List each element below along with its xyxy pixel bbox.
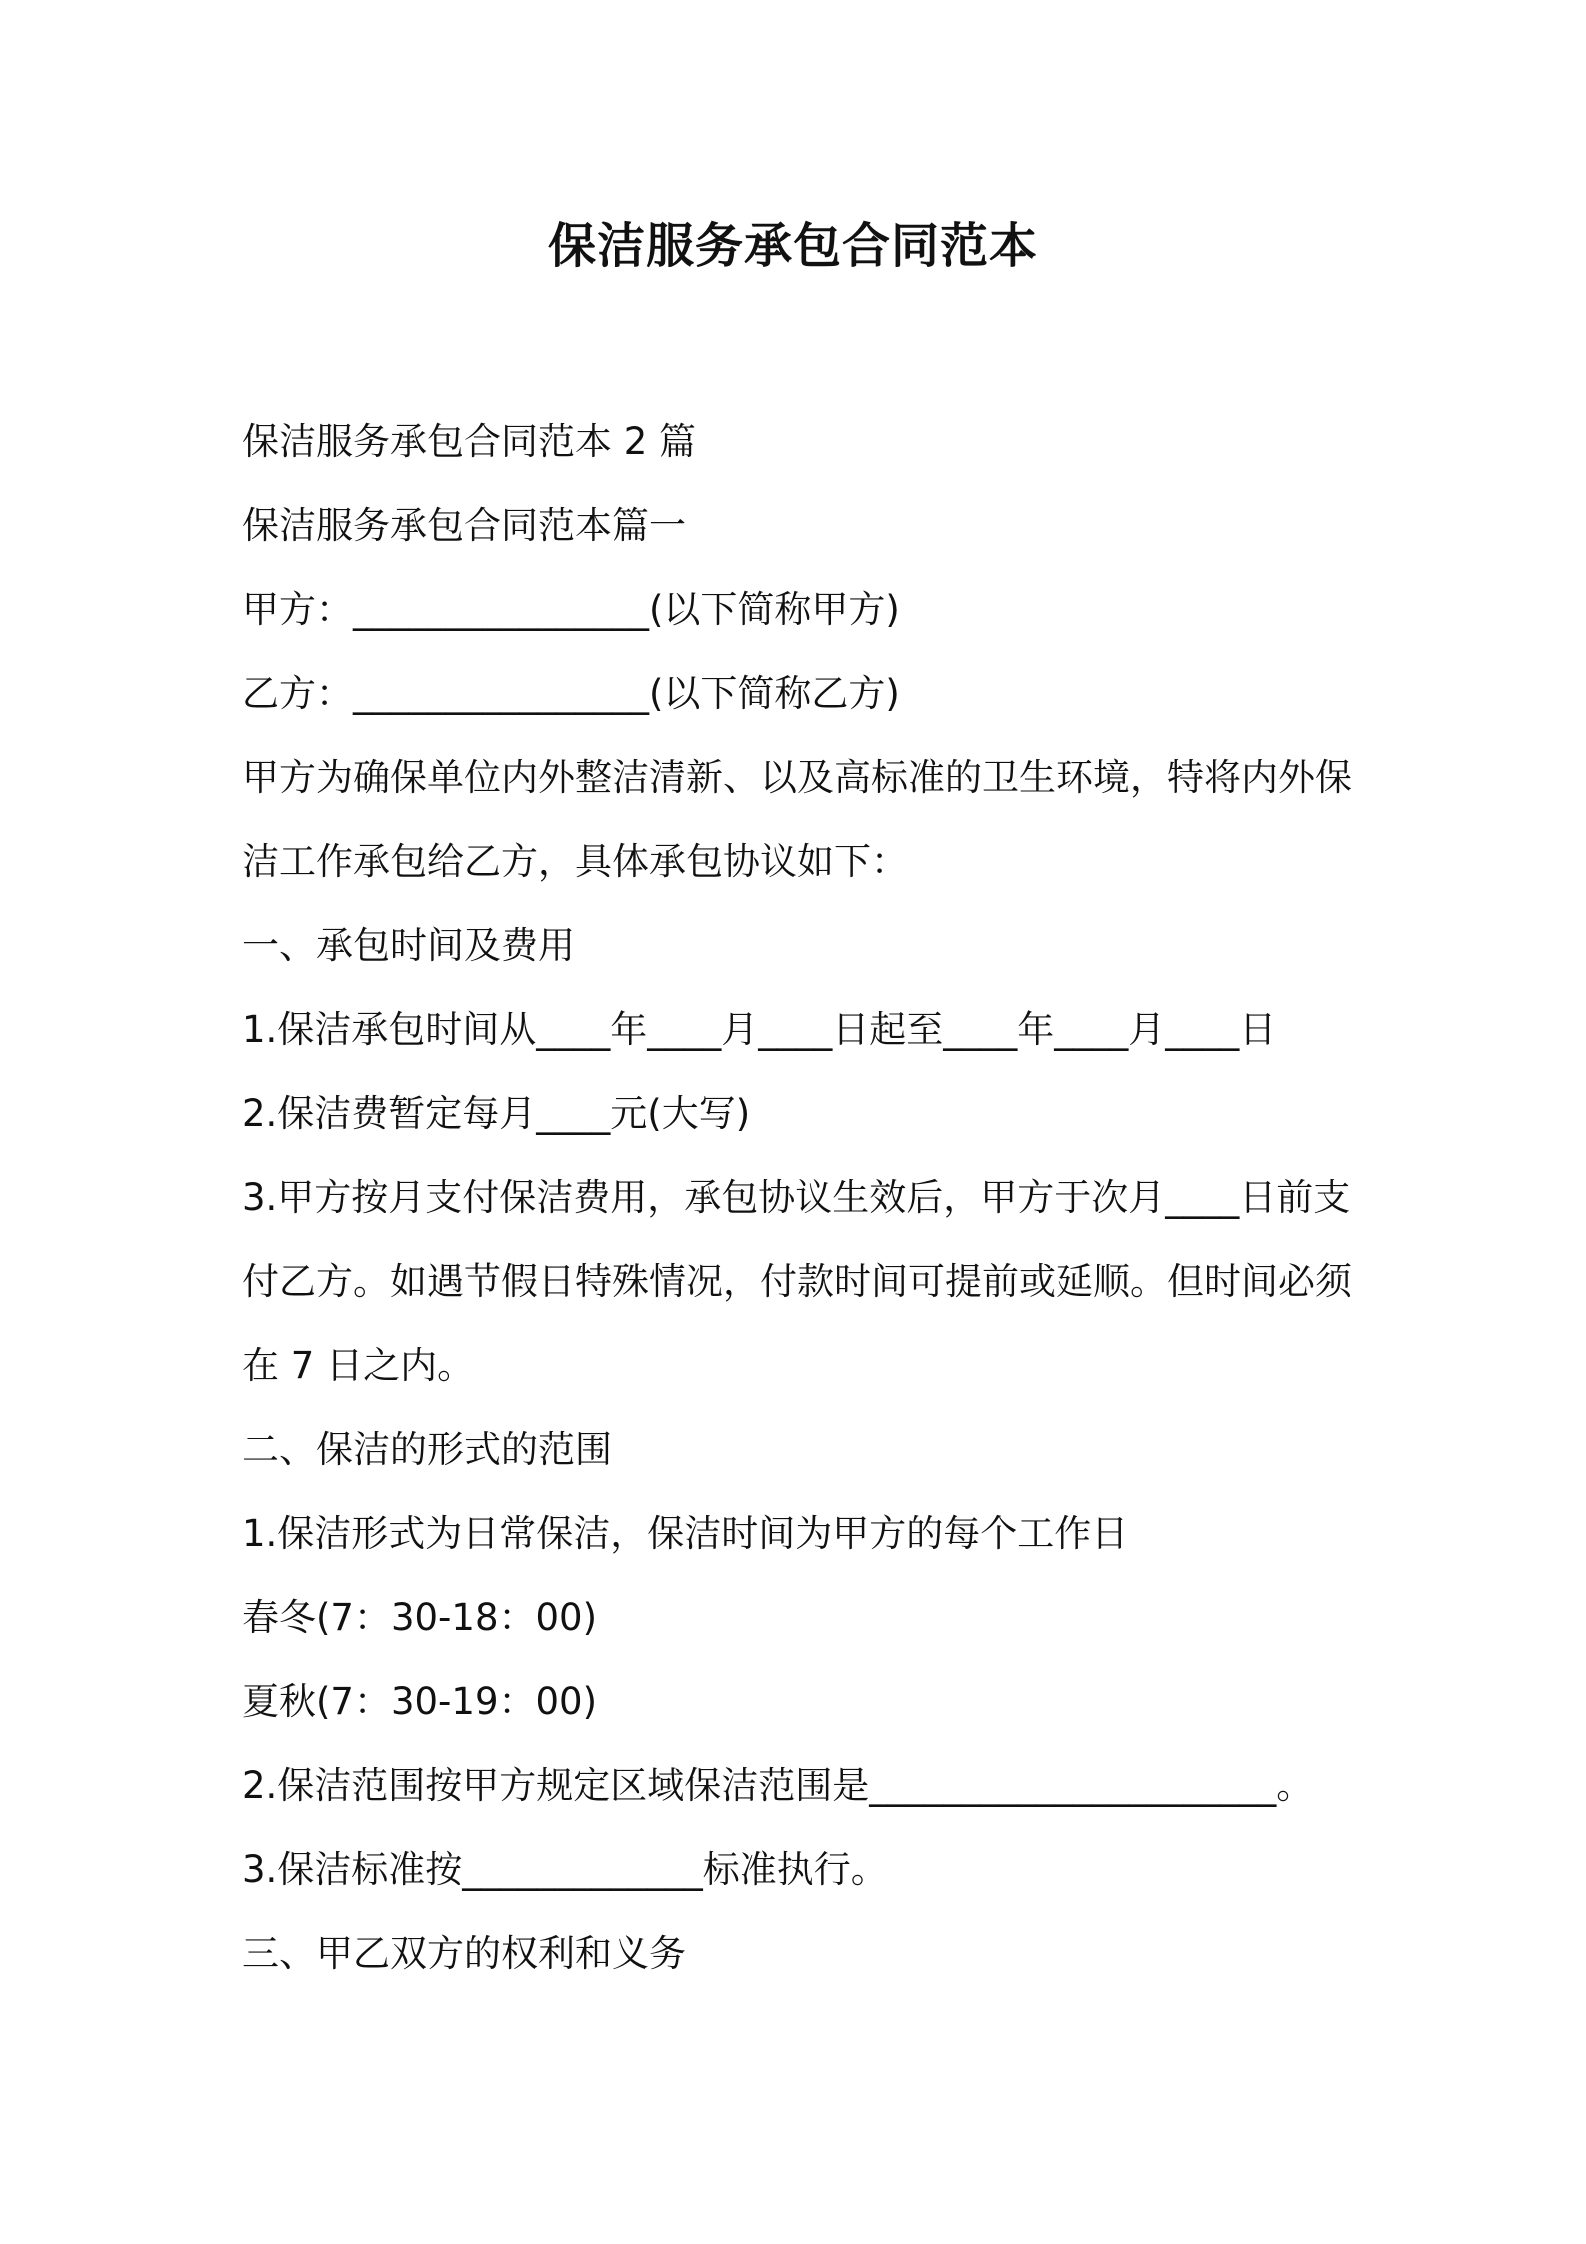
- schedule-spring-winter: 春冬(7：30-18：00): [242, 1596, 598, 1639]
- document-title: 保洁服务承包合同范本: [547, 218, 1038, 274]
- clause-1-3-continued: 在 7 日之内。: [242, 1344, 475, 1387]
- clause-2-3: 3.保洁标准按_____________标准执行。: [242, 1848, 888, 1891]
- clause-2-2: 2.保洁范围按甲方规定区域保洁范围是______________________。: [242, 1764, 1314, 1807]
- clause-1-3: 3.甲方按月支付保洁费用，承包协议生效后，甲方于次月____日前支: [242, 1176, 1351, 1219]
- subtitle-line: 保洁服务承包合同范本 2 篇: [242, 420, 697, 463]
- section-heading-two: 二、保洁的形式的范围: [242, 1428, 612, 1471]
- section-heading-part-one: 保洁服务承包合同范本篇一: [242, 504, 686, 547]
- clause-1-1: 1.保洁承包时间从____年____月____日起至____年____月____日: [242, 1008, 1277, 1051]
- clause-2-1: 1.保洁形式为日常保洁，保洁时间为甲方的每个工作日: [242, 1512, 1129, 1555]
- party-a-line: 甲方：________________(以下简称甲方): [242, 588, 900, 631]
- document-body: [242, 400, 1362, 1996]
- section-heading-one: 一、承包时间及费用: [242, 924, 575, 967]
- section-heading-three: 三、甲乙双方的权利和义务: [242, 1932, 686, 1975]
- clause-1-2: 2.保洁费暂定每月____元(大写): [242, 1092, 751, 1135]
- intro-paragraph-line: 甲方为确保单位内外整洁清新、以及高标准的卫生环境，特将内外保: [242, 756, 1352, 799]
- clause-1-3-continued: 付乙方。如遇节假日特殊情况，付款时间可提前或延顺。但时间必须: [242, 1260, 1352, 1303]
- party-b-line: 乙方：________________(以下简称乙方): [242, 672, 900, 715]
- intro-paragraph-line: 洁工作承包给乙方，具体承包协议如下：: [242, 840, 908, 883]
- schedule-summer-autumn: 夏秋(7：30-19：00): [242, 1680, 598, 1723]
